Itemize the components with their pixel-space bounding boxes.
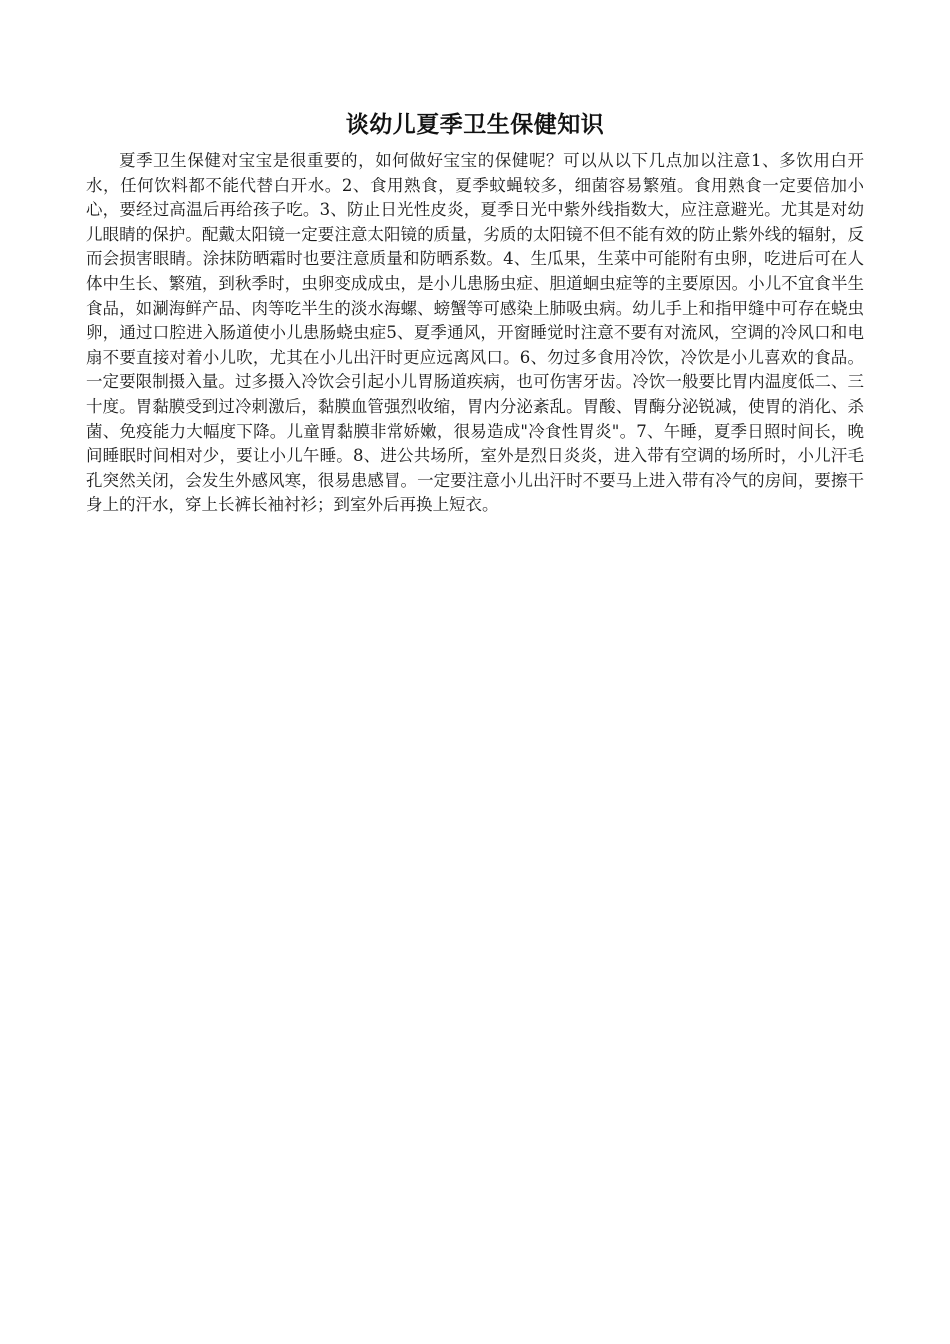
document-body-paragraph: 夏季卫生保健对宝宝是很重要的，如何做好宝宝的保健呢？可以从以下几点加以注意1、多饮用白开水，任何饮料都不能代替白开水。2、食用熟食，夏季蚊蝇较多，细菌容易繁殖。食用熟食一定要倍加小心，要经过高温后再给孩子吃。3、防止日光性皮炎，夏季日光中紫外线指数大，应注意避光。尤其是对幼儿眼睛的保护。配戴太阳镜一定要注意太阳镜的质量，劣质的太阳镜不但不能有效的防止紫外线的辐射，反而会损害眼睛。涂抹防晒霜时也要注意质量和防晒系数。4、生瓜果，生菜中可能附有虫卵，吃进后可在人体中生长、繁殖，到秋季时，虫卵变成成虫，是小儿患肠虫症、胆道蛔虫症等的主要原因。小儿不宜食半生食品，如涮海鲜产品、肉等吃半生的淡水海螺、螃蟹等可感染上肺吸虫病。幼儿手上和指甲缝中可存在蛲虫卵，通过口腔进入肠道使小儿患肠蛲虫症5、夏季通风，开窗睡觉时注意不要有对流风，空调的冷风口和电扇不要直接对着小儿吹，尤其在小儿出汗时更应远离风口。6、勿过多食用冷饮，冷饮是小儿喜欢的食品。一定要限制摄入量。过多摄入冷饮会引起小儿胃肠道疾病，也可伤害牙齿。冷饮一般要比胃内温度低二、三十度。胃黏膜受到过冷刺激后，黏膜血管强烈收缩，胃内分泌紊乱。胃酸、胃酶分泌锐减，使胃的消化、杀菌、免疫能力大幅度下降。儿童胃黏膜非常娇嫩，很易造成"冷食性胃炎"。7、午睡，夏季日照时间长，晚间睡眠时间相对少，要让小儿午睡。8、进公共场所，室外是烈日炎炎，进入带有空调的场所时，小儿汗毛孔突然关闭，会发生外感风寒，很易患感冒。一定要注意小儿出汗时不要马上进入带有冷气的房间，要擦干身上的汗水，穿上长裤长袖衬衫；到室外后再换上短衣。 [86,151,864,515]
document-title: 谈幼儿夏季卫生保健知识 [345,112,605,138]
